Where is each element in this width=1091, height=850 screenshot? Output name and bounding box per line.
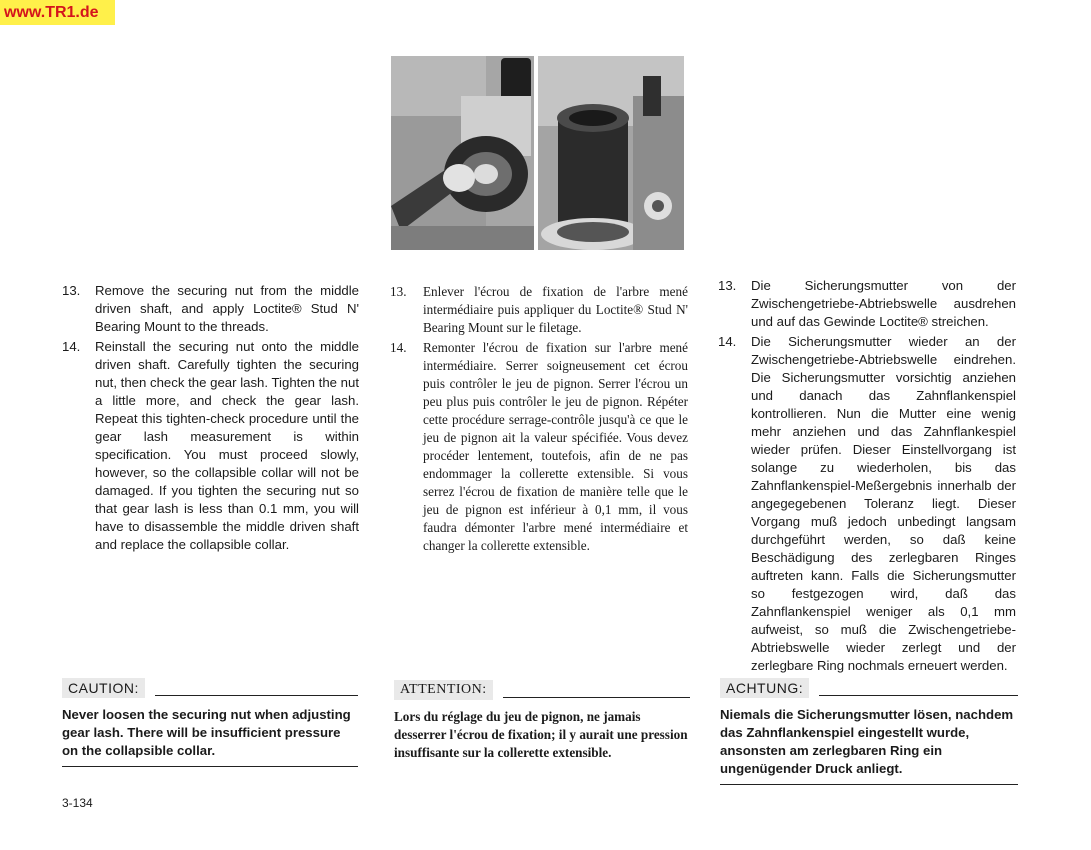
step-number: 14. (62, 339, 81, 354)
step-13 (718, 277, 1016, 331)
photo-wrench-on-nut (391, 56, 534, 250)
english-column (62, 282, 359, 556)
french-column (390, 283, 688, 557)
attention-text: Lors du réglage du jeu de pignon, ne jamais desserrer l'écrou de fixation; il y aurait une pression insuffisante sur la collerette extensible. (394, 709, 688, 760)
step-number: 13. (718, 278, 737, 293)
step-number: 14. (390, 340, 407, 355)
step-number: 13. (390, 284, 407, 299)
caution-box (62, 672, 358, 767)
step-13 (390, 283, 688, 337)
step-text: Remonter l'écrou de fixation sur l'arbre mené intermédiaire. Serrer soigneusement cet écrou puis contrôler le jeu de pignon. Serrer l'écrou un peu plus puis contrôler le jeu de pignon. Répéter cette procédure serrage-contrôle jusqu'à ce que le jeu de pignon ait la valeur spécifiée. Vous devez procéder lentement, toutefois, afin de ne pas endommager la collerette extensible. Si vous serrez l'écrou de fixation de manière telle que le jeu de pignon est inférieur à 0,1 mm, il vous faudra démonter l'arbre mené intermédiaire et changer la collerette extensible. (423, 340, 688, 553)
step-text: Die Sicherungsmutter von der Zwischengetriebe-Abtriebswelle ausdrehen und auf das Gewinde Loctite® streichen. (751, 278, 1016, 329)
achtung-text: Niemals die Sicherungsmutter lösen, nachdem das Zahnflankenspiel eingestellt wurde, ansonsten am zerlegbaren Ring ein ungenügender Druck anliegt. (720, 706, 1018, 785)
step-text: Remove the securing nut from the middle driven shaft, and apply Loctite® Stud N' Bearing Mount to the threads. (95, 283, 359, 334)
achtung-box (720, 672, 1018, 785)
step-number: 14. (718, 334, 737, 349)
divider (155, 695, 358, 696)
achtung-title: ACHTUNG: (720, 678, 809, 698)
caution-text: Never loosen the securing nut when adjusting gear lash. There will be insufficient pressure on the collapsible collar. (62, 706, 358, 767)
step-text: Die Sicherungsmutter wieder an der Zwischengetriebe-Abtriebswelle eindrehen. Die Sicherungsmutter vorsichtig anziehen und danach das Zahnflankenspiel kontrollieren. Nun die Mutter eine wenig mehr anziehen und das Zahnflankespiel wieder prüfen. Dieser Einstellvorgang ist solange zu wiederholen, bis das Zahnflankenspiel-Meßergebnis innerhalb der angegegebenen Toleranz liegt. Dieser Vorgang muß jedoch unbedingt langsam durchgeführt werden, so daß keine Beschädigung des zerlegbaren Ringes auftreten kann. Falls die Sicherungsmutter so festgezogen wird, daß das Zahnflankenspiel weniger als 0,1 mm aufweist, so muß die Zwischengetriebe-Abtriebswelle wieder zerlegt und der zerlegbare Ring nochmals erneuert werden. (751, 334, 1016, 673)
attention-title: ATTENTION: (394, 680, 493, 700)
step-13 (62, 282, 359, 336)
divider (503, 697, 690, 698)
step-text: Reinstall the securing nut onto the middle driven shaft. Carefully tighten the securing nut, then check the gear lash. Tighten the nut a little more, and check the gear lash. Repeat this tighten-check procedure until the gear lash measurement is within specification. You must proceed slowly, however, so the collapsible collar will not be damaged. If you tighten the securing nut so that gear lash is less than 0.1 mm, you will have to disassemble the middle driven shaft and replace the collapsible collar. (95, 339, 359, 552)
photo-gear-assembly (538, 56, 684, 250)
step-14 (718, 333, 1016, 675)
step-14 (62, 338, 359, 554)
attention-box (394, 674, 690, 768)
page-number: 3-134 (62, 796, 93, 810)
step-14 (390, 339, 688, 555)
site-watermark: www.TR1.de (0, 0, 115, 25)
procedure-photos (391, 56, 684, 250)
divider (819, 695, 1018, 696)
step-text: Enlever l'écrou de fixation de l'arbre mené intermédiaire puis appliquer du Loctite® Stud N' Bearing Mount sur le filetage. (423, 284, 688, 335)
german-column (718, 277, 1016, 677)
caution-title: CAUTION: (62, 678, 145, 698)
step-number: 13. (62, 283, 81, 298)
